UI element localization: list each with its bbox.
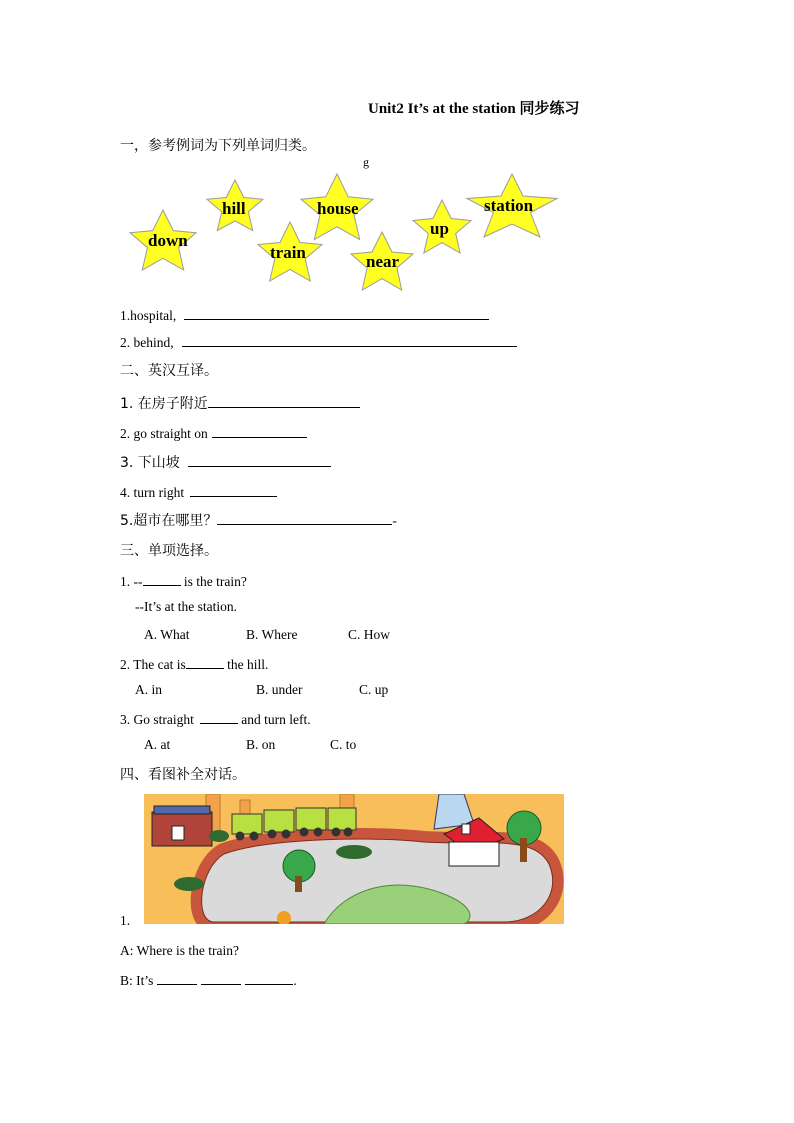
- star-word-near: near: [366, 252, 400, 271]
- answer-blank[interactable]: [190, 483, 277, 497]
- star-station: [467, 174, 557, 237]
- part3-q2: 2. The cat is the hill.: [120, 657, 269, 672]
- part2-q2: 2. go straight on: [120, 424, 307, 442]
- option-b[interactable]: B. Where: [246, 627, 298, 642]
- star-near: [351, 232, 413, 290]
- answer-blank[interactable]: [217, 511, 392, 525]
- answer-blank[interactable]: [208, 394, 360, 408]
- part2-q1: 1. 在房子附近: [120, 393, 360, 413]
- stray-mark: g: [363, 155, 369, 169]
- part2-q4: 4. turn right: [120, 483, 277, 501]
- star-train: [258, 222, 322, 281]
- page-title: Unit2 It’s at the station 同步练习: [368, 101, 580, 117]
- star-word-house: house: [317, 199, 359, 218]
- answer-blank[interactable]: [201, 971, 241, 985]
- section-3-heading: 三、单项选择。: [120, 543, 218, 559]
- answer-blank[interactable]: [143, 572, 181, 586]
- word-stars: [120, 150, 570, 300]
- star-word-train: train: [270, 243, 306, 262]
- option-a[interactable]: A. in: [135, 682, 162, 697]
- part4-number: 1.: [120, 913, 131, 928]
- star-hill: [207, 180, 263, 231]
- option-b[interactable]: B. on: [246, 737, 276, 752]
- dialogue-b: B: It’s .: [120, 973, 297, 988]
- answer-blank[interactable]: [157, 971, 197, 985]
- section-1-heading: 一，参考例词为下列单词归类。: [120, 138, 316, 154]
- answer-blank[interactable]: [245, 971, 293, 985]
- section-2-heading: 二、英汉互译。: [120, 363, 218, 379]
- star-word-up: up: [430, 219, 449, 238]
- option-c[interactable]: C. to: [330, 737, 357, 752]
- star-word-down: down: [148, 231, 188, 250]
- station-picture: [144, 794, 564, 924]
- answer-blank[interactable]: [184, 306, 489, 320]
- answer-blank[interactable]: [188, 453, 331, 467]
- part2-q3: 3. 下山坡: [120, 452, 331, 472]
- option-a[interactable]: A. at: [144, 737, 171, 752]
- option-a[interactable]: A. What: [144, 627, 190, 642]
- option-b[interactable]: B. under: [256, 682, 303, 697]
- part3-q3: 3. Go straight and turn left.: [120, 712, 311, 727]
- star-word-station: station: [484, 196, 534, 215]
- part2-q5: 5.超市在哪里？ -: [120, 513, 397, 529]
- answer-blank[interactable]: [186, 655, 224, 669]
- part1-q2: 2. behind,: [120, 333, 517, 351]
- option-c[interactable]: C. How: [348, 627, 391, 642]
- part3-q1: 1. -- is the train?: [120, 574, 247, 589]
- section-4-heading: 四、看图补全对话。: [120, 767, 246, 783]
- part1-q1: 1.hospital,: [120, 306, 489, 324]
- option-c[interactable]: C. up: [359, 682, 389, 697]
- star-word-hill: hill: [222, 199, 246, 218]
- dialogue-a: A: Where is the train?: [120, 943, 239, 958]
- answer-blank[interactable]: [212, 424, 307, 438]
- star-down: [130, 210, 196, 270]
- answer-blank[interactable]: [200, 710, 238, 724]
- star-up: [413, 200, 471, 253]
- star-house: [301, 174, 373, 240]
- answer-blank[interactable]: [182, 333, 517, 347]
- part3-q1-answer: --It’s at the station.: [135, 599, 237, 614]
